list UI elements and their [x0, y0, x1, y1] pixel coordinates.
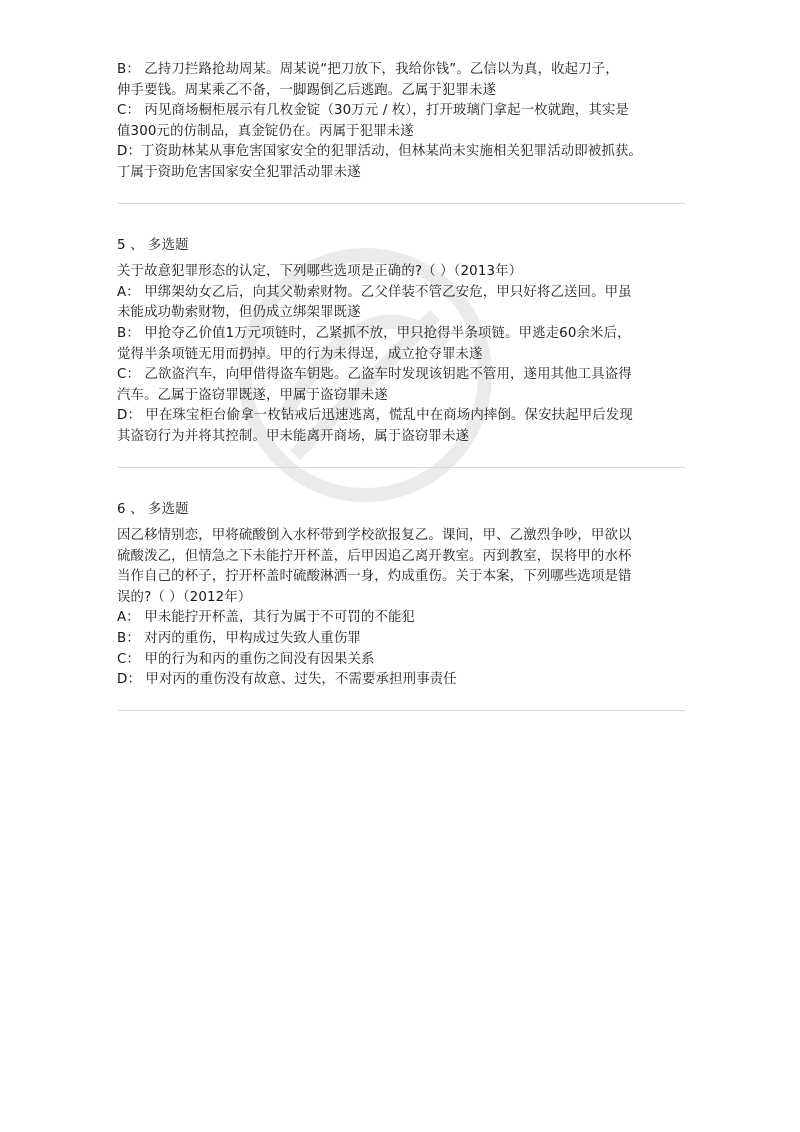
option-d-line-2: 丁属于资助危害国家安全犯罪活动罪未遂	[117, 164, 361, 180]
option-c	[117, 365, 687, 406]
question-divider	[117, 710, 685, 711]
option-b	[117, 60, 687, 101]
option-a-line-1: A： 甲绑架幼女乙后，向其父勒索财物。乙父佯装不管乙安危，甲只好将乙送回。甲虽	[117, 284, 632, 300]
option-b-line-1: B： 甲抢夺乙价值1万元项链时，乙紧抓不放，甲只抢得半条项链。甲逃走60余米后，	[117, 325, 631, 341]
option-a	[117, 283, 687, 324]
option-a: A： 甲未能拧开杯盖，其行为属于不可罚的不能犯	[117, 610, 416, 626]
option-d-line-1: D：丁资助林某从事危害国家安全的犯罪活动，但林某尚未实施相关犯罪活动即被抓获。	[117, 144, 643, 160]
question-stem-line: 当作自己的杯子，拧开杯盖时硫酸淋洒一身，灼成重伤。关于本案，下列哪些选项是错	[117, 569, 632, 585]
question-stem-line: 因乙移情别恋，甲将硫酸倒入水杯带到学校欲报复乙。课间，甲、乙激烈争吵，甲欲以	[117, 528, 632, 544]
question-stem-line: 硫酸泼乙，但情急之下未能拧开杯盖，后甲因追乙离开教室。丙到教室，误将甲的水杯	[117, 548, 632, 564]
option-d	[117, 406, 687, 447]
question-divider	[117, 467, 685, 468]
option-d: D： 甲对丙的重伤没有故意、过失，不需要承担刑事责任	[117, 672, 457, 688]
option-d-line-2: 其盗窃行为并将其控制。甲未能离开商场，属于盗窃罪未遂	[117, 428, 470, 444]
option-b-line-2: 觉得半条项链无用而扔掉。甲的行为未得逞，成立抢夺罪未遂	[117, 346, 483, 362]
option-b: B： 对丙的重伤，甲构成过失致人重伤罪	[117, 631, 361, 647]
option-b-line-1: B： 乙持刀拦路抢劫周某。周某说“把刀放下，我给你钱”。乙信以为真，收起刀子，	[117, 62, 619, 77]
option-c	[117, 101, 687, 142]
question-stem	[117, 526, 687, 608]
option-a-line-2: 未能成功勒索财物，但仍成立绑架罪既遂	[117, 305, 361, 321]
option-c-line-1: C： 丙见商场橱柜展示有几枚金锭（30万元 / 枚），打开玻璃门拿起一枚就跑，其实是	[117, 103, 629, 119]
option-c-line-2: 值300元的仿制品，真金锭仍在。丙属于犯罪未遂	[117, 123, 414, 139]
document-page	[117, 58, 687, 711]
question-divider	[117, 203, 685, 204]
option-c-line-1: C： 乙欲盗汽车，向甲借得盗车钥匙。乙盗车时发现该钥匙不管用，遂用其他工具盗得	[117, 367, 632, 383]
option-b	[117, 324, 687, 365]
option-d	[117, 142, 687, 183]
option-d-line-1: D： 甲在珠宝柜台偷拿一枚钻戒后迅速逃离，慌乱中在商场内摔倒。保安扶起甲后发现	[117, 408, 633, 424]
question-header: 5 、 多选题	[117, 237, 189, 253]
question-6	[117, 500, 687, 691]
question-stem	[117, 262, 687, 283]
question-stem-line: 误的?（ ）（2012年）	[117, 589, 252, 605]
option-b-line-2: 伸手要钱。周某乘乙不备，一脚踢倒乙后逃跑。乙属于犯罪未遂	[117, 82, 497, 98]
question-stem-line: 关于故意犯罪形态的认定，下列哪些选项是正确的?（ ）（2013年）	[117, 264, 523, 280]
option-c: C： 甲的行为和丙的重伤之间没有因果关系	[117, 651, 375, 667]
question-5	[117, 236, 687, 448]
option-c-line-2: 汽车。乙属于盗窃罪既遂，甲属于盗窃罪未遂	[117, 387, 388, 403]
question-header: 6 、 多选题	[117, 501, 189, 517]
prev-question-options	[117, 60, 687, 184]
